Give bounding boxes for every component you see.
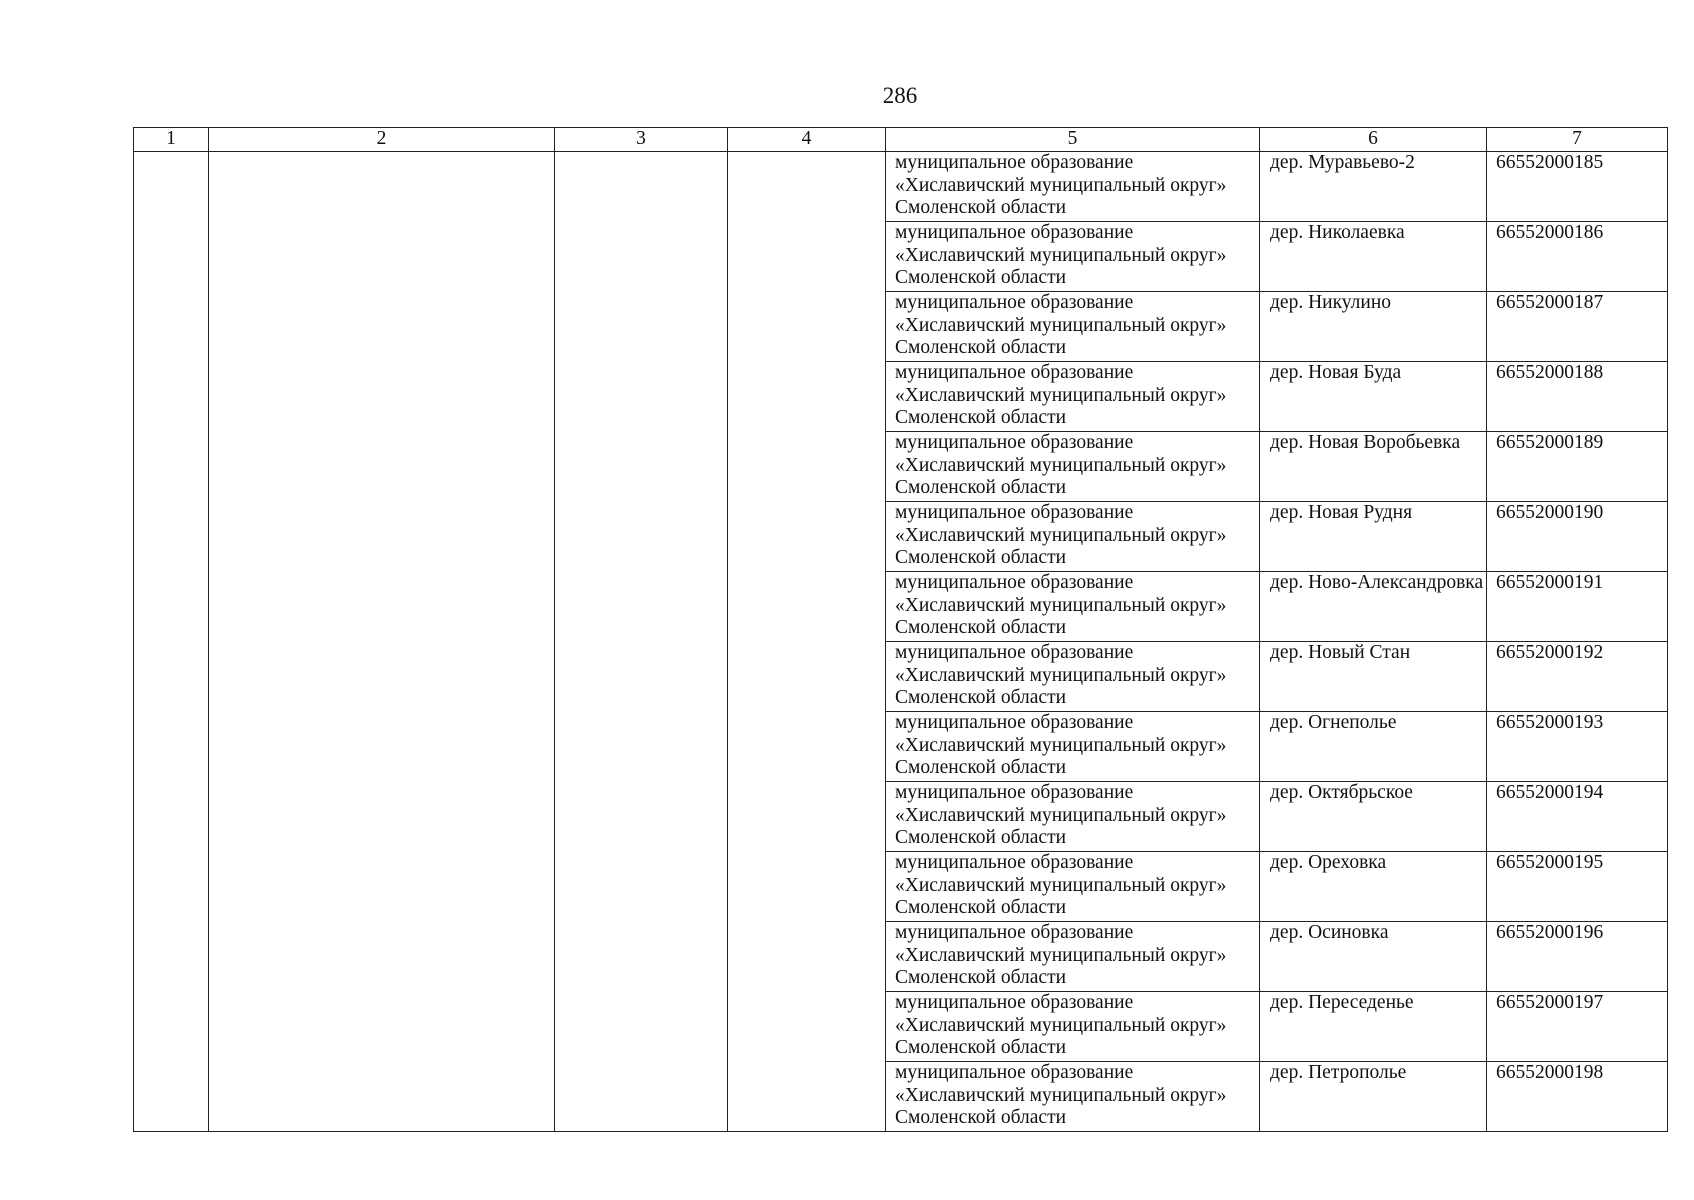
oktmo-code-cell: 66552000192	[1487, 642, 1668, 712]
column-3-merged-cell	[555, 152, 728, 1132]
municipality-cell: муниципальное образование «Хиславичский муниципальный округ» Смоленской области	[886, 642, 1260, 712]
table-row	[134, 152, 1668, 222]
column-header-7: 7	[1487, 128, 1668, 152]
oktmo-code-cell: 66552000195	[1487, 852, 1668, 922]
municipality-cell: муниципальное образование «Хиславичский муниципальный округ» Смоленской области	[886, 222, 1260, 292]
column-2-merged-cell	[209, 152, 555, 1132]
oktmo-code-cell: 66552000193	[1487, 712, 1668, 782]
column-4-merged-cell	[728, 152, 886, 1132]
settlement-cell: дер. Осиновка	[1260, 922, 1487, 992]
municipality-cell: муниципальное образование «Хиславичский муниципальный округ» Смоленской области	[886, 572, 1260, 642]
municipality-cell: муниципальное образование «Хиславичский муниципальный округ» Смоленской области	[886, 432, 1260, 502]
oktmo-code-cell: 66552000185	[1487, 152, 1668, 222]
municipality-cell: муниципальное образование «Хиславичский муниципальный округ» Смоленской области	[886, 1062, 1260, 1132]
oktmo-code-cell: 66552000186	[1487, 222, 1668, 292]
column-1-merged-cell	[134, 152, 209, 1132]
column-header-5: 5	[886, 128, 1260, 152]
municipality-cell: муниципальное образование «Хиславичский муниципальный округ» Смоленской области	[886, 152, 1260, 222]
municipality-cell: муниципальное образование «Хиславичский муниципальный округ» Смоленской области	[886, 292, 1260, 362]
oktmo-code-cell: 66552000196	[1487, 922, 1668, 992]
oktmo-code-cell: 66552000191	[1487, 572, 1668, 642]
oktmo-code-cell: 66552000187	[1487, 292, 1668, 362]
municipality-cell: муниципальное образование «Хиславичский муниципальный округ» Смоленской области	[886, 712, 1260, 782]
header-row	[134, 128, 1668, 152]
settlement-cell: дер. Никулино	[1260, 292, 1487, 362]
oktmo-code-cell: 66552000198	[1487, 1062, 1668, 1132]
table-header	[134, 128, 1668, 152]
column-header-4: 4	[728, 128, 886, 152]
settlement-cell: дер. Петрополье	[1260, 1062, 1487, 1132]
settlements-table	[133, 127, 1668, 1132]
settlement-cell: дер. Огнеполье	[1260, 712, 1487, 782]
municipality-cell: муниципальное образование «Хиславичский муниципальный округ» Смоленской области	[886, 922, 1260, 992]
settlement-cell: дер. Ново-Александровка	[1260, 572, 1487, 642]
municipality-cell: муниципальное образование «Хиславичский муниципальный округ» Смоленской области	[886, 362, 1260, 432]
column-header-6: 6	[1260, 128, 1487, 152]
municipality-cell: муниципальное образование «Хиславичский муниципальный округ» Смоленской области	[886, 852, 1260, 922]
oktmo-code-cell: 66552000188	[1487, 362, 1668, 432]
settlement-cell: дер. Муравьево-2	[1260, 152, 1487, 222]
municipality-cell: муниципальное образование «Хиславичский муниципальный округ» Смоленской области	[886, 502, 1260, 572]
oktmo-code-cell: 66552000194	[1487, 782, 1668, 852]
oktmo-code-cell: 66552000190	[1487, 502, 1668, 572]
settlement-cell: дер. Октябрьское	[1260, 782, 1487, 852]
settlement-cell: дер. Николаевка	[1260, 222, 1487, 292]
page-number: 286	[882, 83, 918, 108]
settlement-cell: дер. Новая Воробьевка	[1260, 432, 1487, 502]
column-header-3: 3	[555, 128, 728, 152]
table-body	[134, 152, 1668, 1132]
settlement-cell: дер. Ореховка	[1260, 852, 1487, 922]
oktmo-code-cell: 66552000197	[1487, 992, 1668, 1062]
oktmo-code-cell: 66552000189	[1487, 432, 1668, 502]
municipality-cell: муниципальное образование «Хиславичский муниципальный округ» Смоленской области	[886, 782, 1260, 852]
settlement-cell: дер. Переседенье	[1260, 992, 1487, 1062]
column-header-2: 2	[209, 128, 555, 152]
settlement-cell: дер. Новая Рудня	[1260, 502, 1487, 572]
municipality-cell: муниципальное образование «Хиславичский муниципальный округ» Смоленской области	[886, 992, 1260, 1062]
settlement-cell: дер. Новый Стан	[1260, 642, 1487, 712]
column-header-1: 1	[134, 128, 209, 152]
settlement-cell: дер. Новая Буда	[1260, 362, 1487, 432]
